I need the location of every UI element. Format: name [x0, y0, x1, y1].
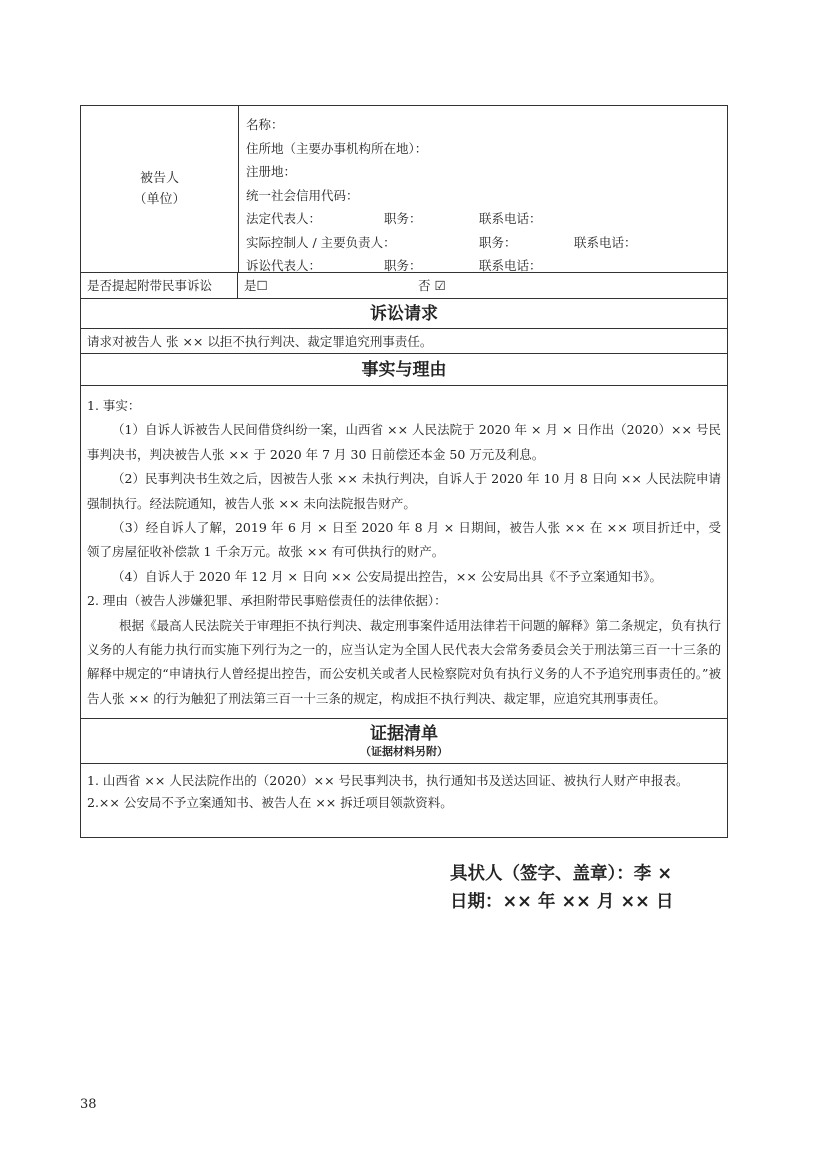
civil-suit-yes-checkbox[interactable]: 是☐: [244, 278, 268, 293]
evidence-title: 证据清单: [370, 724, 438, 744]
controller-phone-field: 联系电话：: [574, 234, 637, 250]
defendant-credit-code-line: [246, 184, 727, 208]
litigation-rep-post-field: 职务：: [384, 258, 422, 273]
defendant-label-line2: （单位）: [133, 192, 186, 207]
evidence-item-1: 1. 山西省 ×× 人民法院作出的（2020）×× 号民事判决书，执行通知书及送达回证、被执行人财产申报表。: [87, 773, 689, 788]
reason-text: 根据《最高人民法院关于审理拒不执行判决、裁定刑事案件适用法律若干问题的解释》第二条规定，负有执行义务的人有能力执行而实施下列行为之一的，应当认定为全国人民代表大会常务委员会关于刑法第三百一十三条的解释中规定的“申请执行人曾经提出控告，而公安机关或者人民检察院对负有执行义务的人不予追究刑事责任的。”被告人张 ×× 的行为触犯了刑法第三百一十三条的规定，构成拒不执行判决、裁定罪，应追究其刑事责任。: [87, 617, 721, 706]
signer-line: 具状人（签字、盖章）：李 ×: [450, 864, 673, 884]
litigation-rep-field: 诉讼代表人：: [246, 258, 322, 273]
controller-post-field: 职务：: [479, 234, 517, 250]
fact-item-4: （4）自诉人于 2020 年 12 月 × 日向 ×× 公安局提出控告，×× 公安局出具《不予立案通知书》。: [112, 568, 663, 584]
fact-item-2: （2）民事判决书生效之后，因被告人张 ×× 未执行判决，自诉人于 2020 年 10 月 8 日向 ×× 人民法院申请强制执行。经法院通知，被告人张 ×× 未向法院报告财产。: [87, 471, 721, 511]
defendant-registered-line: [246, 160, 727, 184]
controller-field: 实际控制人 / 主要负责人：: [246, 234, 396, 250]
complaint-form: [80, 105, 728, 838]
defendant-address-field: 住所地（主要办事机构所在地）：: [246, 140, 428, 156]
defendant-section: [80, 105, 728, 273]
page-number: 38: [80, 1097, 97, 1112]
evidence-subtitle: （证据材料另附）: [360, 745, 448, 758]
civil-suit-label: 是否提起附带民事诉讼: [81, 273, 238, 298]
defendant-registered-field: 注册地：: [246, 164, 297, 179]
litigation-rep-phone-field: 联系电话：: [479, 258, 542, 273]
defendant-label-line1: 被告人: [139, 171, 179, 186]
legal-rep-post-field: 职务：: [384, 211, 422, 226]
legal-rep-phone-field: 联系电话：: [479, 211, 542, 226]
defendant-address-line: [246, 137, 727, 161]
facts-title: 1. 事实：: [87, 398, 141, 413]
evidence-heading: [80, 719, 728, 764]
fact-item-1: （1）自诉人诉被告人民间借贷纠纷一案，山西省 ×× 人民法院于 2020 年 × 月 × 日作出（2020）×× 号民事判决书，判决被告人张 ×× 于 2020 年 7 月 30 日前偿还本金 50 万元及利息。: [87, 422, 721, 462]
civil-suit-no-checkbox[interactable]: 否 ☑: [418, 278, 446, 293]
claims-heading: 诉讼请求: [80, 299, 728, 329]
defendant-controller-line: [246, 231, 727, 255]
signature-block: [450, 860, 673, 916]
legal-rep-field: 法定代表人：: [246, 211, 322, 226]
civil-suit-row: [80, 273, 728, 299]
fact-item-3: （3）经自诉人了解，2019 年 6 月 × 日至 2020 年 8 月 × 日期间，被告人张 ×× 在 ×× 项目折迁中，受领了房屋征收补偿款 1 千余万元。故张 ×× 有可供执行的财产。: [87, 520, 721, 560]
defendant-legal-rep-line: [246, 207, 727, 231]
defendant-label: [81, 106, 239, 272]
date-line: 日期：×× 年 ×× 月 ×× 日: [450, 892, 674, 912]
defendant-credit-code-field: 统一社会信用代码：: [246, 187, 359, 203]
evidence-item-2: 2.×× 公安局不予立案通知书、被告人在 ×× 拆迁项目领款资料。: [87, 795, 453, 810]
defendant-name-line: [246, 113, 727, 137]
evidence-list: [80, 764, 728, 838]
facts-body: [80, 386, 728, 719]
defendant-name-field: 名称：: [246, 117, 284, 132]
defendant-details: [239, 106, 727, 272]
claims-text: 请求对被告人 张 ×× 以拒不执行判决、裁定罪追究刑事责任。: [80, 329, 728, 354]
facts-heading: 事实与理由: [80, 354, 728, 386]
reason-title: 2. 理由（被告人涉嫌犯罪、承担附带民事赔偿责任的法律依据）：: [87, 593, 447, 609]
civil-suit-options: [238, 273, 727, 298]
